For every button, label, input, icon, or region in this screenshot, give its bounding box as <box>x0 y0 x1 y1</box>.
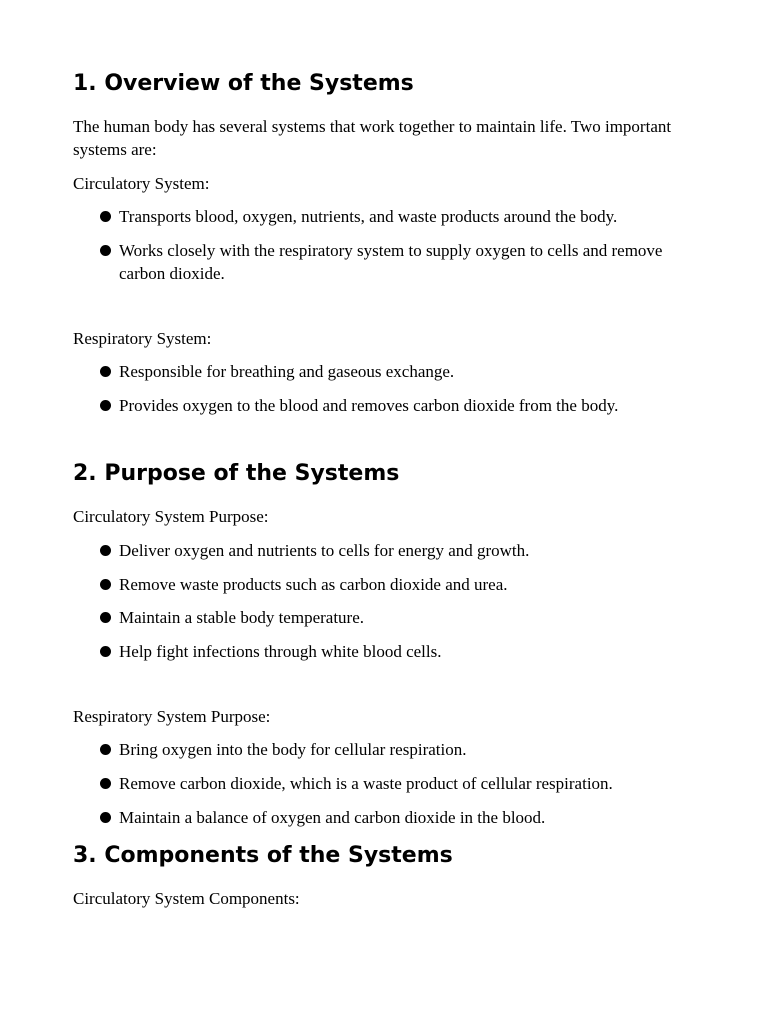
list-item <box>100 606 670 629</box>
list-item <box>100 640 670 663</box>
list-item <box>100 239 670 285</box>
list-item <box>100 772 670 795</box>
list-item-text: Remove carbon dioxide, which is a waste product of cellular respiration. <box>119 774 613 793</box>
bullet-icon <box>100 579 111 590</box>
circulatory-components-label: Circulatory System Components: <box>73 889 300 908</box>
circulatory-system-label: Circulatory System: <box>73 174 210 193</box>
bullet-icon <box>100 366 111 377</box>
bullet-icon <box>100 812 111 823</box>
list-item-text: Responsible for breathing and gaseous exchange. <box>119 362 455 381</box>
list-item-text: Help fight infections through white blood cells. <box>119 642 442 661</box>
respiratory-purpose-label: Respiratory System Purpose: <box>73 707 271 726</box>
bullet-icon <box>100 211 111 222</box>
list-item <box>100 738 670 761</box>
list-item-text: Provides oxygen to the blood and removes carbon dioxide from the body. <box>119 396 619 415</box>
list-item-text: Deliver oxygen and nutrients to cells for energy and growth. <box>119 541 530 560</box>
bullet-icon <box>100 245 111 256</box>
list-item <box>100 539 670 562</box>
bullet-icon <box>100 400 111 411</box>
section-heading-components: 3. Components of the Systems <box>73 843 453 868</box>
bullet-icon <box>100 646 111 657</box>
bullet-icon <box>100 545 111 556</box>
list-item-text: Bring oxygen into the body for cellular respiration. <box>119 740 467 759</box>
section-heading-purpose: 2. Purpose of the Systems <box>73 461 400 486</box>
list-item-text: Works closely with the respiratory system to supply oxygen to cells and remove carbon dioxide. <box>119 241 663 283</box>
list-item-text: Maintain a balance of oxygen and carbon dioxide in the blood. <box>119 808 546 827</box>
list-item <box>100 360 670 383</box>
list-item-text: Transports blood, oxygen, nutrients, and waste products around the body. <box>119 207 618 226</box>
bullet-icon <box>100 778 111 789</box>
list-item <box>100 394 670 417</box>
section-heading-overview: 1. Overview of the Systems <box>73 71 414 96</box>
list-item <box>100 205 670 228</box>
list-item <box>100 573 670 596</box>
list-item <box>100 806 670 829</box>
bullet-icon <box>100 612 111 623</box>
bullet-icon <box>100 744 111 755</box>
respiratory-system-label: Respiratory System: <box>73 329 212 348</box>
overview-intro-paragraph: The human body has several systems that work together to maintain life. Two important systems are: <box>73 117 672 159</box>
list-item-text: Maintain a stable body temperature. <box>119 608 364 627</box>
list-item-text: Remove waste products such as carbon dioxide and urea. <box>119 575 508 594</box>
circulatory-purpose-label: Circulatory System Purpose: <box>73 507 269 526</box>
